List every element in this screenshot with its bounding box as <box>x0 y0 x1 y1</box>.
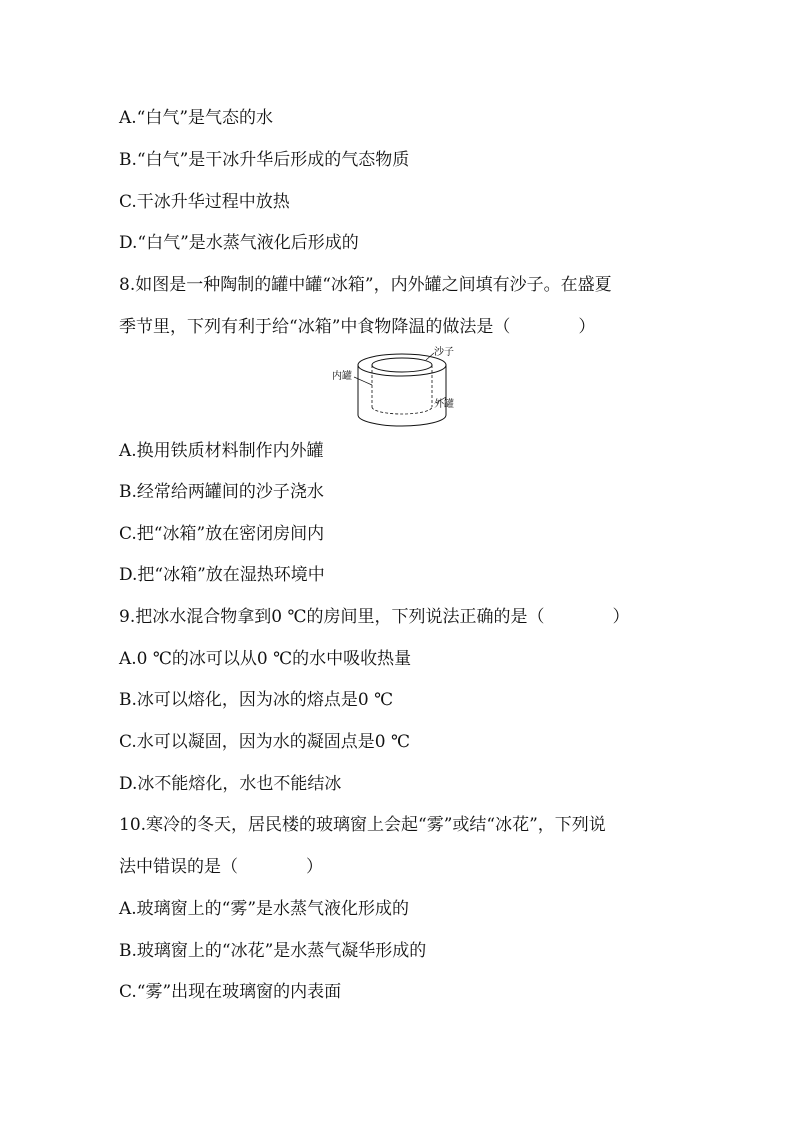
option-8d: D.把“冰箱”放在湿热环境中 <box>119 565 325 585</box>
option-9b: B.冰可以熔化，因为冰的熔点是0 ℃ <box>119 690 394 710</box>
question-10-line-2: 法中错误的是（ ） <box>119 857 323 877</box>
question-8-line-2: 季节里，下列有利于给“冰箱”中食物降温的做法是（ ） <box>119 317 596 337</box>
inner-jar-bottom <box>372 407 432 414</box>
option-9c: C.水可以凝固，因为水的凝固点是0 ℃ <box>119 732 411 752</box>
jar-diagram <box>330 345 470 430</box>
inner-leader <box>354 377 372 385</box>
label-outer-jar: 外罐 <box>434 399 454 410</box>
option-9a: A.0 ℃的冰可以从0 ℃的水中吸收热量 <box>119 649 412 669</box>
question-9: 9.把冰水混合物拿到0 ℃的房间里，下列说法正确的是（ ） <box>119 607 630 627</box>
sand-leader <box>426 353 434 360</box>
option-7d: D.“白气”是水蒸气液化后形成的 <box>119 233 359 253</box>
option-7a: A.“白气”是气态的水 <box>119 108 274 128</box>
option-8b: B.经常给两罐间的沙子浇水 <box>119 482 324 502</box>
option-7b: B.“白气”是干冰升华后形成的气态物质 <box>119 150 410 170</box>
option-10c: C.“雾”出现在玻璃窗的内表面 <box>119 982 342 1002</box>
outer-jar-top <box>358 354 446 376</box>
option-10a: A.玻璃窗上的“雾”是水蒸气液化形成的 <box>119 899 410 919</box>
option-10b: B.玻璃窗上的“冰花”是水蒸气凝华形成的 <box>119 941 427 961</box>
jar-in-jar-figure <box>330 345 470 430</box>
option-9d: D.冰不能熔化，水也不能结冰 <box>119 774 342 794</box>
question-10-line-1: 10.寒冷的冬天，居民楼的玻璃窗上会起“雾”或结“冰花”，下列说 <box>119 815 606 835</box>
outer-jar-bottom <box>358 415 446 426</box>
label-inner-jar: 内罐 <box>332 371 352 382</box>
inner-jar-top <box>372 358 432 372</box>
option-8c: C.把“冰箱”放在密闭房间内 <box>119 524 325 544</box>
option-8a: A.换用铁质材料制作内外罐 <box>119 441 324 461</box>
question-8-line-1: 8.如图是一种陶制的罐中罐“冰箱”，内外罐之间填有沙子。在盛夏 <box>119 275 612 295</box>
label-sand: 沙子 <box>434 347 454 358</box>
option-7c: C.干冰升华过程中放热 <box>119 192 290 212</box>
